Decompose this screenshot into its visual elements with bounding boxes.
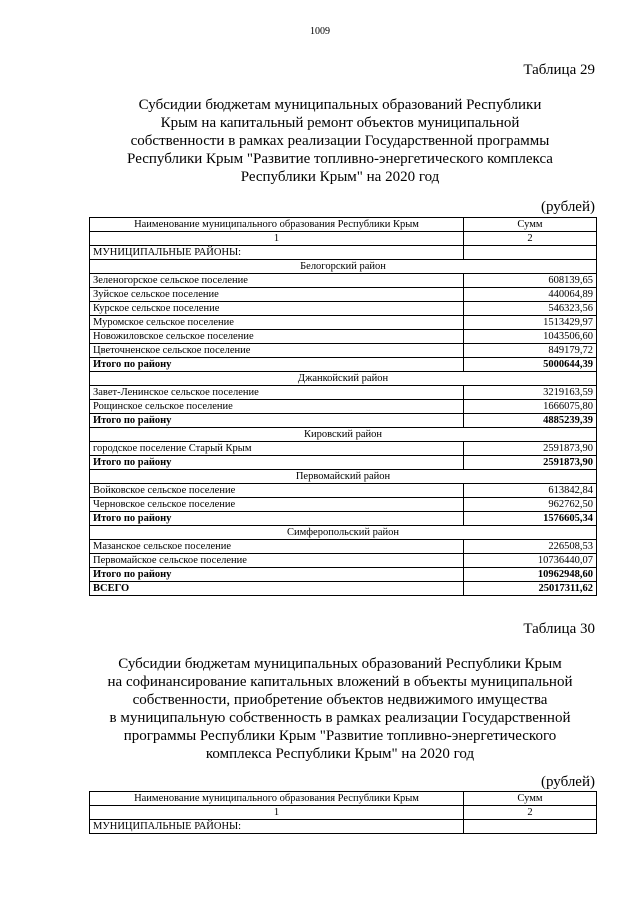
- title-line: собственности, приобретение объектов недвижимого имущества: [132, 692, 548, 708]
- empty-cell: [464, 820, 597, 834]
- settlement-name: Новожиловское сельское поселение: [90, 330, 464, 344]
- settlement-name: Курское сельское поселение: [90, 302, 464, 316]
- table-header-row: [90, 218, 597, 232]
- table-row: [90, 302, 597, 316]
- amount-cell: 10736440,07: [464, 554, 597, 568]
- district-name: Симферопольский район: [90, 526, 597, 540]
- title-line: Субсидии бюджетам муниципальных образований Республики: [138, 97, 542, 113]
- table-row: [90, 288, 597, 302]
- section-row: [90, 820, 597, 834]
- total-row: [90, 568, 597, 582]
- table30-label: Таблица 30: [523, 621, 595, 637]
- table29-title: [90, 96, 590, 186]
- table-row: [90, 274, 597, 288]
- amount-cell: 613842,84: [464, 484, 597, 498]
- table-row: [90, 498, 597, 512]
- settlement-name: Мазанское сельское поселение: [90, 540, 464, 554]
- settlement-name: городское поселение Старый Крым: [90, 442, 464, 456]
- title-line: в муниципальную собственность в рамках реализации Государственной: [109, 710, 571, 726]
- amount-cell: 1513429,97: [464, 316, 597, 330]
- amount-cell: 962762,50: [464, 498, 597, 512]
- section-row: [90, 246, 597, 260]
- total-amount: 1576605,34: [464, 512, 597, 526]
- amount-cell: 2591873,90: [464, 442, 597, 456]
- district-row: [90, 428, 597, 442]
- settlement-name: Рощинское сельское поселение: [90, 400, 464, 414]
- table-row: [90, 330, 597, 344]
- total-amount: 5000644,39: [464, 358, 597, 372]
- district-name: Белогорский район: [90, 260, 597, 274]
- settlement-name: Черновское сельское поселение: [90, 498, 464, 512]
- total-row: [90, 456, 597, 470]
- table29: [89, 217, 597, 596]
- title-line: Республики Крым "Развитие топливно-энергетического комплекса: [127, 151, 553, 167]
- total-row: [90, 512, 597, 526]
- district-name: Джанкойский район: [90, 372, 597, 386]
- column-numbers-row: [90, 806, 597, 820]
- total-label: Итого по району: [90, 358, 464, 372]
- amount-cell: 1666075,80: [464, 400, 597, 414]
- header-name: Наименование муниципального образования Республики Крым: [90, 218, 464, 232]
- header-amount: Сумм: [464, 792, 597, 806]
- amount-cell: 546323,56: [464, 302, 597, 316]
- table30-title: [90, 655, 590, 763]
- title-line: собственности в рамках реализации Государственной программы: [130, 133, 550, 149]
- total-row: [90, 414, 597, 428]
- table30-unit: (рублей): [540, 774, 595, 790]
- title-line: на софинансирование капитальных вложений в объекты муниципальной: [107, 674, 573, 690]
- table-row: [90, 344, 597, 358]
- table-row: [90, 386, 597, 400]
- column-number-2: 2: [464, 806, 597, 820]
- header-amount: Сумм: [464, 218, 597, 232]
- amount-cell: 608139,65: [464, 274, 597, 288]
- table-row: [90, 554, 597, 568]
- settlement-name: Цветочненское сельское поселение: [90, 344, 464, 358]
- district-row: [90, 470, 597, 484]
- header-name: Наименование муниципального образования Республики Крым: [90, 792, 464, 806]
- table-row: [90, 540, 597, 554]
- settlement-name: Завет-Ленинское сельское поселение: [90, 386, 464, 400]
- total-label: ВСЕГО: [90, 582, 464, 596]
- amount-cell: 1043506,60: [464, 330, 597, 344]
- settlement-name: Первомайское сельское поселение: [90, 554, 464, 568]
- settlement-name: Войковское сельское поселение: [90, 484, 464, 498]
- title-line: Субсидии бюджетам муниципальных образований Республики Крым: [118, 656, 562, 672]
- table-header-row: [90, 792, 597, 806]
- total-label: Итого по району: [90, 414, 464, 428]
- empty-cell: [464, 246, 597, 260]
- page-number: 1009: [310, 26, 330, 37]
- title-line: Крым на капитальный ремонт объектов муниципальной: [160, 115, 520, 131]
- total-label: Итого по району: [90, 568, 464, 582]
- section-label: МУНИЦИПАЛЬНЫЕ РАЙОНЫ:: [90, 246, 464, 260]
- total-amount: 2591873,90: [464, 456, 597, 470]
- table-row: [90, 400, 597, 414]
- district-row: [90, 526, 597, 540]
- section-label: МУНИЦИПАЛЬНЫЕ РАЙОНЫ:: [90, 820, 464, 834]
- title-line: Республики Крым" на 2020 год: [240, 169, 440, 185]
- amount-cell: 849179,72: [464, 344, 597, 358]
- district-name: Первомайский район: [90, 470, 597, 484]
- amount-cell: 440064,89: [464, 288, 597, 302]
- table29-label: Таблица 29: [523, 62, 595, 78]
- total-amount: 10962948,60: [464, 568, 597, 582]
- district-row: [90, 260, 597, 274]
- district-name: Кировский район: [90, 428, 597, 442]
- column-number-2: 2: [464, 232, 597, 246]
- amount-cell: 226508,53: [464, 540, 597, 554]
- column-number-1: 1: [90, 232, 464, 246]
- total-label: Итого по району: [90, 512, 464, 526]
- column-number-1: 1: [90, 806, 464, 820]
- table-row: [90, 316, 597, 330]
- table-row: [90, 442, 597, 456]
- district-row: [90, 372, 597, 386]
- settlement-name: Зеленогорское сельское поселение: [90, 274, 464, 288]
- table-row: [90, 484, 597, 498]
- table30: [89, 791, 597, 834]
- title-line: комплекса Республики Крым" на 2020 год: [205, 746, 475, 762]
- title-line: программы Республики Крым "Развитие топливно-энергетического: [123, 728, 557, 744]
- total-amount: 4885239,39: [464, 414, 597, 428]
- total-label: Итого по району: [90, 456, 464, 470]
- settlement-name: Муромское сельское поселение: [90, 316, 464, 330]
- total-amount: 25017311,62: [464, 582, 597, 596]
- total-row: [90, 582, 597, 596]
- amount-cell: 3219163,59: [464, 386, 597, 400]
- total-row: [90, 358, 597, 372]
- column-numbers-row: [90, 232, 597, 246]
- settlement-name: Зуйское сельское поселение: [90, 288, 464, 302]
- table29-unit: (рублей): [540, 199, 595, 215]
